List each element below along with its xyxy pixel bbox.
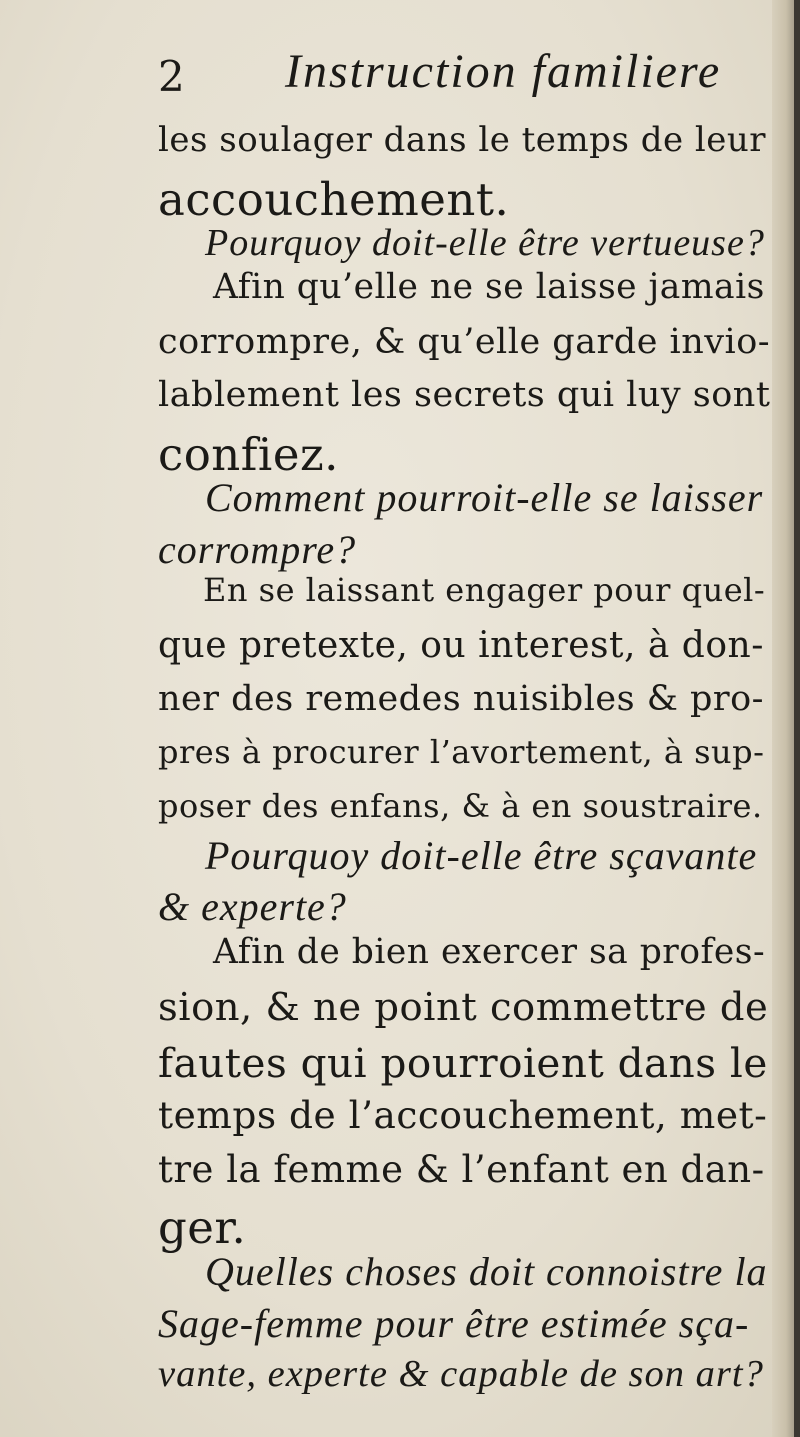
question-line: corrompre? [158, 527, 357, 572]
question-line: Comment pourroit-elle se laisser [205, 475, 764, 520]
page-number: 2 [158, 52, 186, 101]
text-line: poser des enfans, & à en soustraire. [158, 787, 763, 825]
text-line: les soulager dans le temps de leur [158, 120, 767, 160]
text-line: En se laissant engager pour quel- [203, 571, 766, 609]
text-line: ner des remedes nuisibles & pro- [158, 679, 765, 719]
question-line: Quelles choses doit connoistre la [205, 1249, 768, 1294]
text-line: pres à procurer l’avortement, à sup- [158, 733, 765, 771]
text-line: temps de l’accouchement, met- [158, 1093, 768, 1137]
text-line: confiez. [158, 428, 339, 481]
question-line: Pourquoy doit-elle être sçavante [205, 833, 758, 878]
question-line: Sage-femme pour être estimée sça- [158, 1301, 750, 1346]
text-line: Afin de bien exercer sa profes- [213, 932, 766, 972]
text-line: tre la femme & l’enfant en dan- [158, 1148, 765, 1191]
text-line: sion, & ne point commettre de [158, 985, 769, 1030]
text-line: Afin qu’elle ne se laisse jamais [213, 267, 765, 307]
question-line: & experte? [158, 884, 347, 929]
question-line: Pourquoy doit-elle être vertueuse? [205, 222, 765, 264]
text-line: accouchement. [158, 173, 510, 226]
question-line: vante, experte & capable de son art? [158, 1353, 764, 1395]
text-line: lablement les secrets qui luy sont [158, 375, 771, 415]
text-line: corrompre, & qu’elle garde invio- [158, 322, 771, 362]
running-title: Instruction familiere [285, 45, 722, 98]
text-line: ger. [158, 1201, 247, 1254]
text-line: que pretexte, ou interest, à don- [158, 625, 764, 666]
text-line: fautes qui pourroient dans le [158, 1039, 768, 1087]
